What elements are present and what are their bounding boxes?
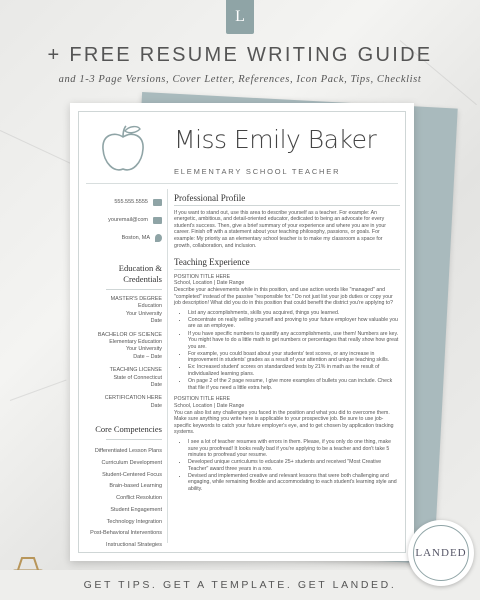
job-bullets [174, 310, 400, 392]
competencies-title: Core Competencies [95, 424, 162, 435]
location-text: Boston, MA [121, 235, 150, 241]
job-entry [174, 396, 400, 492]
contact-location [84, 229, 162, 247]
job-title: POSITION TITLE HERE [174, 273, 231, 280]
competency-item: Post-Behavioral Interventions [90, 530, 162, 537]
resume-name: Miss Emily Baker [174, 125, 377, 154]
resume-page [70, 103, 414, 561]
education-entry: TEACHING LICENSE State of Connecticut Date [109, 367, 162, 389]
competency-item: Instructional Strategies [106, 541, 162, 548]
job-bullet: • Devised and implemented creative and relevant lessons that were both challenging and engaging, while remaining flexible and accommodating to each student's learning style and ability. [188, 473, 400, 493]
header-divider [86, 183, 398, 184]
seal-ring [413, 525, 469, 581]
brand-logo-tab [226, 0, 254, 34]
competency-item: Conflict Resolution [116, 495, 162, 502]
job-meta: School, Location | Date Range [174, 280, 245, 287]
contact-phone [84, 193, 162, 211]
competencies-rule [106, 439, 162, 440]
job-entry [174, 274, 400, 392]
job-bullet: • Concentrate on really selling yourself and proving to your future employer how valuable you are as an employee. [188, 317, 400, 330]
job-title: POSITION TITLE HERE [174, 396, 231, 403]
marble-vein [10, 380, 67, 401]
right-column [174, 193, 400, 497]
profile-title: Professional Profile [174, 193, 246, 203]
apple-icon [98, 123, 148, 175]
job-bullets [174, 439, 400, 493]
job-bullet: • I see a lot of teacher resumes with errors in them. Please, if you only do one thing, make sure you proofread! It looks really bad if you're applying to be a teacher and don't take 5 minutes to proofread your resume. [188, 439, 400, 459]
resume-role: ELEMENTARY SCHOOL TEACHER [174, 167, 341, 176]
job-intro: Describe your achievements while in this position, and use action words like "managed" and "completed" instead of the passive "responsible for." Do not just list your job duties or copy your job description! What did you do in this position that could benefit the district you're applying to? [174, 286, 393, 307]
email-text: youremail@com [108, 217, 148, 223]
competency-item: Brain-based Learning [109, 483, 162, 490]
footer-tagline: GET TIPS. GET A TEMPLATE. GET LANDED. [0, 570, 480, 600]
education-entry: MASTER'S DEGREE Education Your University Date [110, 296, 162, 325]
competency-item: Differentiated Lesson Plans [94, 448, 162, 455]
job-bullet: • If you have specific numbers to quantify any accomplishments, use them! Numbers are key. You might have to do a little math to get numbers or percentages that really show how great you are. [188, 331, 400, 351]
education-title: Education & Credentials [118, 263, 162, 284]
map-pin-icon [155, 234, 162, 242]
phone-icon [153, 199, 162, 206]
job-bullet: • Developed unique curriculums to educate 25+ students and received "Most Creative Teacher" award three years in a row. [188, 459, 400, 472]
brand-logo-letter: L [235, 8, 245, 25]
education-rule [106, 289, 162, 290]
experience-title: Teaching Experience [174, 257, 250, 268]
profile-rule [174, 205, 400, 206]
job-bullet: • On page 2 of the 2 page resume, I give more examples of bullets you can include. Check that file if you need a little extra help. [188, 378, 400, 391]
competency-item: Student Engagement [110, 506, 162, 513]
competency-item: Student-Centered Focus [102, 471, 162, 478]
banner-headline: + FREE RESUME WRITING GUIDE [47, 44, 433, 66]
job-bullet: • Ex: Increased student' scores on standardized tests by 21% in math as the result of individualized learning plans. [188, 364, 400, 377]
experience-rule [174, 269, 400, 270]
education-entry: CERTIFICATION HERE Date [104, 395, 162, 409]
competency-item: Curriculum Development [101, 459, 162, 466]
education-entry: BACHELOR OF SCIENCE Elementary Education Your University Date – Date [97, 331, 162, 360]
seal-text: LANDED [415, 547, 467, 559]
job-bullet: • List any accomplishments, skills you acquired, things you learned. [188, 310, 400, 317]
job-meta: School, Location | Date Range [174, 402, 245, 409]
column-divider [167, 189, 168, 543]
phone-text: 555.555.5555 [114, 199, 148, 205]
left-column [84, 193, 162, 552]
banner-subline: and 1-3 Page Versions, Cover Letter, References, Icon Pack, Tips, Checklist [58, 74, 422, 85]
competency-item: Technology Integration [106, 518, 162, 525]
email-icon [153, 217, 162, 224]
brand-seal [408, 520, 474, 586]
job-intro: You can also list any challenges you faced in the position and what you did to overcome them. Make sure anything you write here is applicable to your prospective job. Be sure to use job-specific keywords to catch your future employer's eye, and to get chosen by application tracking systems. [174, 409, 394, 436]
contact-email [84, 211, 162, 229]
profile-text: If you want to stand out, use this area to describe yourself as a teacher. For example: An energetic, ambitious, and detail-oriented educator, dedicated to being an advocate for every student's success. Then, give a brief summary of your experience and where you are in your career. Finish off with a statement about your teaching philosophy, passions, or goals. For example: My priority as an elementary school teacher is to make my classroom a space for growth, collaboration, and inclusion. [174, 209, 386, 249]
competency-list [84, 446, 162, 551]
job-bullet: • For example, you could boast about your students' test scores, or any increase in improvement in students' grades as a result of your attention and unique teaching skills. [188, 351, 400, 364]
